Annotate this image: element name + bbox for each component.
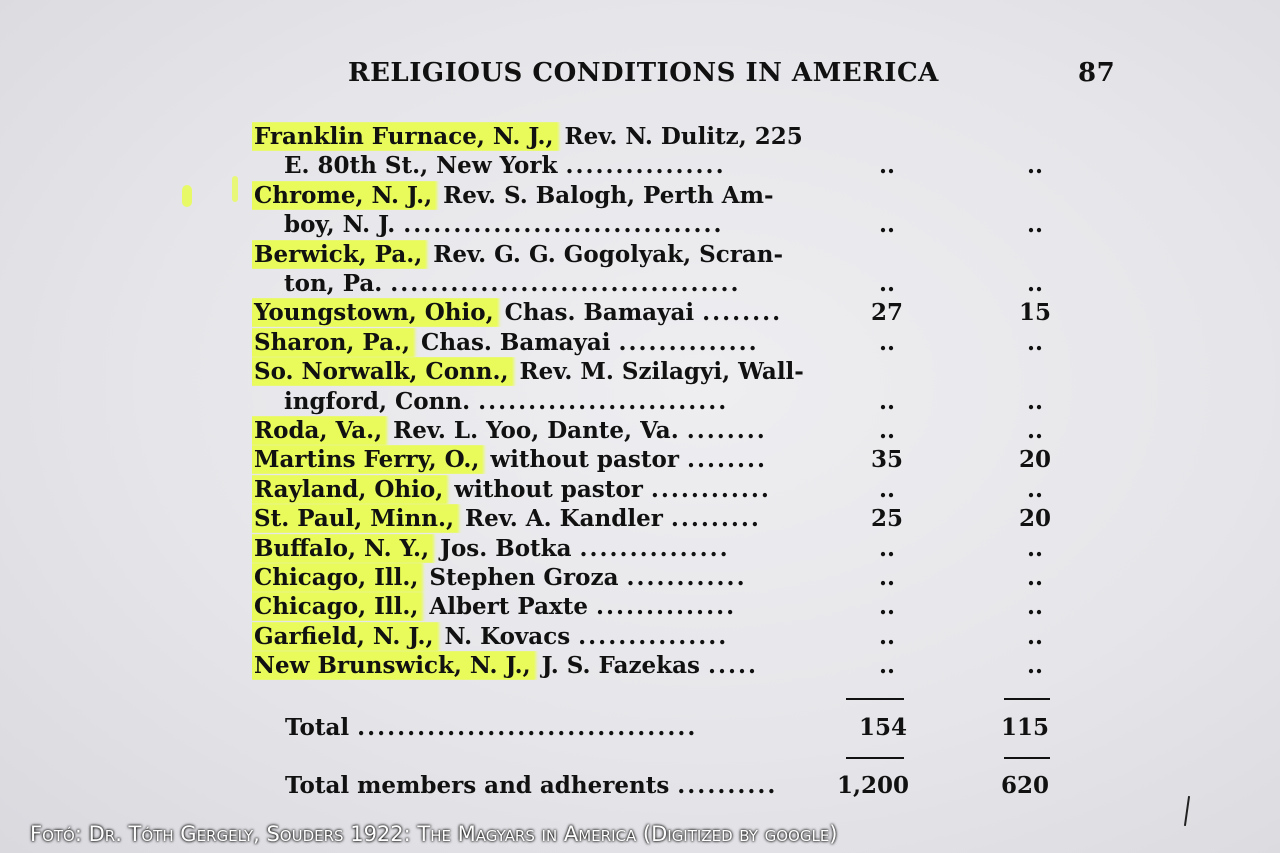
congregation-row <box>252 416 1052 445</box>
adherents-cell: .. <box>1026 622 1043 650</box>
members-cell: .. <box>878 622 895 650</box>
column-rule <box>1004 757 1050 759</box>
pastor-info: J. S. Fazekas <box>533 652 708 680</box>
pastor-info: Rev. N. Dulitz, 225 <box>556 123 803 150</box>
congregation-row <box>252 622 1052 651</box>
column-rule <box>846 698 904 700</box>
leader-dots: ......................... <box>478 387 729 415</box>
total-row <box>285 712 1065 744</box>
place-name: St. Paul, Minn., <box>252 505 457 532</box>
pastor-info: Albert Paxte <box>421 593 596 621</box>
photo-credit-caption: Fotó: Dr. Tóth Gergely, Souders 1922: The Magyars in America (Digitized by google) <box>30 822 838 846</box>
leader-dots: .............. <box>618 328 759 356</box>
leader-dots: ............ <box>650 475 771 503</box>
members-cell: .. <box>878 152 895 180</box>
pastor-info: Chas. Bamayai <box>496 299 703 327</box>
leader-dots: .......... <box>677 772 778 799</box>
adherents-cell: .. <box>1026 593 1043 621</box>
congregation-row <box>252 504 1052 533</box>
members-cell: 35 <box>870 446 903 474</box>
members-cell: .. <box>878 593 895 621</box>
grand-total-adherents: 620 <box>1000 772 1049 799</box>
pastor-info: Rev. L. Yoo, Dante, Va. <box>385 417 687 444</box>
place-name: Sharon, Pa., <box>252 329 413 356</box>
leader-dots: ..... <box>707 652 759 680</box>
congregation-row <box>252 651 1052 680</box>
place-name: Rayland, Ohio, <box>252 476 446 503</box>
leader-dots: ............... <box>578 622 729 650</box>
place-name: Franklin Furnace, N. J., <box>252 123 557 150</box>
members-cell: .. <box>878 270 895 297</box>
congregation-row <box>252 122 1052 151</box>
congregation-row <box>252 592 1052 621</box>
leader-dots: .............. <box>595 593 737 621</box>
leader-dots: ................................ <box>403 211 724 239</box>
adherents-cell: .. <box>1026 564 1043 591</box>
leader-dots: ........ <box>702 299 783 327</box>
total-adherents: 115 <box>1000 714 1049 741</box>
place-name: Chicago, Ill., <box>252 593 421 620</box>
page-number: 87 <box>1078 58 1116 88</box>
adherents-cell: .. <box>1026 417 1043 444</box>
total-members: 154 <box>858 714 907 741</box>
members-cell: .. <box>878 534 895 562</box>
congregation-row-continuation <box>252 387 1052 416</box>
members-cell: .. <box>878 475 895 503</box>
pastor-info: ton, Pa. <box>284 270 391 297</box>
congregation-row <box>252 298 1052 327</box>
place-name: So. Norwalk, Conn., <box>252 358 512 385</box>
members-cell: .. <box>878 328 895 356</box>
pastor-info: ingford, Conn. <box>284 387 479 415</box>
grand-total-members: 1,200 <box>837 772 910 799</box>
adherents-cell: .. <box>1026 387 1043 415</box>
congregation-row-continuation <box>252 269 1052 298</box>
congregation-row <box>252 357 1052 386</box>
place-name: Chicago, Ill., <box>252 564 421 591</box>
congregation-row <box>252 240 1052 269</box>
place-name: Buffalo, N. Y., <box>252 535 432 562</box>
members-cell: .. <box>878 652 895 680</box>
pastor-info: Jos. Botka <box>432 534 580 562</box>
grand-total-label: Total members and adherents <box>285 772 678 799</box>
leader-dots: ............ <box>626 564 747 591</box>
leader-dots: ......... <box>670 505 761 533</box>
adherents-cell: 20 <box>1018 446 1051 474</box>
pastor-info: boy, N. J. <box>284 211 404 239</box>
place-name: Martins Ferry, O., <box>252 446 482 473</box>
pastor-info: without pastor <box>446 475 651 503</box>
adherents-cell: .. <box>1026 652 1043 680</box>
members-cell: .. <box>878 417 895 444</box>
pastor-info: Rev. M. Szilagyi, Wall- <box>511 358 804 386</box>
pastor-info: Chas. Bamayai <box>413 328 619 356</box>
place-name: Roda, Va., <box>252 417 385 444</box>
page-title: RELIGIOUS CONDITIONS IN AMERICA <box>348 58 939 88</box>
pastor-info: Rev. S. Balogh, Perth Am- <box>435 181 774 209</box>
highlighter-smudge <box>182 185 192 207</box>
adherents-cell: .. <box>1026 270 1043 297</box>
pastor-info: Stephen Groza <box>421 564 627 591</box>
leader-dots: ................ <box>565 152 726 180</box>
pastor-info: Rev. A. Kandler <box>456 505 671 533</box>
adherents-cell: 15 <box>1018 299 1051 327</box>
place-name: Garfield, N. J., <box>252 623 437 650</box>
congregation-row <box>252 563 1052 592</box>
leader-dots: ................................... <box>390 270 741 297</box>
leader-dots: ........ <box>686 446 768 474</box>
members-cell: .. <box>878 387 895 415</box>
column-rule <box>846 757 904 759</box>
leader-dots: ........ <box>686 417 767 444</box>
place-name: New Brunswick, N. J., <box>252 652 534 679</box>
running-header <box>348 58 1118 98</box>
place-name: Chrome, N. J., <box>252 182 435 209</box>
congregation-row-continuation <box>252 210 1052 239</box>
column-rule <box>1004 698 1050 700</box>
adherents-cell: .. <box>1026 152 1043 180</box>
members-cell: .. <box>878 211 895 239</box>
pastor-info: N. Kovacs <box>436 622 579 650</box>
adherents-cell: 20 <box>1018 505 1051 533</box>
adherents-cell: .. <box>1026 211 1043 239</box>
congregation-row <box>252 534 1052 563</box>
highlighter-smudge <box>232 176 238 202</box>
pastor-info: E. 80th St., New York <box>284 152 566 180</box>
members-cell: 25 <box>870 505 903 533</box>
congregation-row <box>252 445 1052 474</box>
leader-dots: .................................. <box>357 714 698 741</box>
members-cell: .. <box>878 564 895 591</box>
congregation-row <box>252 181 1052 210</box>
adherents-cell: .. <box>1026 475 1043 503</box>
total-label: Total <box>285 714 358 741</box>
leader-dots: ............... <box>579 534 730 562</box>
congregation-row <box>252 328 1052 357</box>
place-name: Berwick, Pa., <box>252 241 425 268</box>
congregation-row <box>252 475 1052 504</box>
congregation-row-continuation <box>252 151 1052 180</box>
pastor-info: Rev. G. G. Gogolyak, Scran- <box>425 240 784 268</box>
pastor-info: without pastor <box>482 446 687 474</box>
members-cell: 27 <box>870 299 903 327</box>
place-name: Youngstown, Ohio, <box>252 299 497 326</box>
adherents-cell: .. <box>1026 534 1043 562</box>
adherents-cell: .. <box>1026 328 1043 356</box>
grand-total-row <box>285 770 1065 802</box>
